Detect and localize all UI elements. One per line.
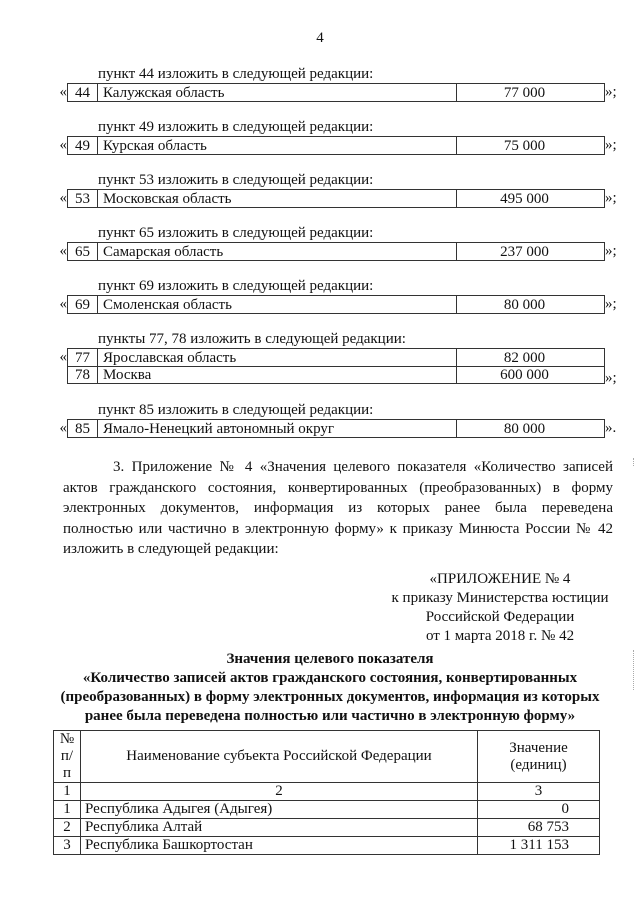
title-line: (преобразованных) в форму электронных документов, информация из которых [60, 689, 600, 705]
table-row [54, 819, 600, 837]
row-number: 53 [68, 190, 98, 207]
row-number: 2 [54, 819, 81, 837]
col-number: 2 [81, 783, 478, 801]
amendment-69 [50, 278, 640, 313]
amendment-65 [50, 225, 640, 260]
amendment-row [50, 295, 640, 313]
amendment-77-78 [50, 331, 640, 384]
title-line: Значения целевого показателя [226, 651, 434, 667]
region-name: Ярославская область [98, 349, 457, 366]
header-num-line: п/п [60, 748, 74, 781]
amendment-row [50, 366, 640, 384]
region-name: Республика Адыгея (Адыгея) [81, 801, 478, 819]
col-number: 3 [478, 783, 600, 801]
row-number: 1 [54, 801, 81, 819]
row-number: 65 [68, 243, 98, 260]
header-num-line: № [59, 731, 75, 747]
amendment-row [50, 189, 640, 207]
open-quote: « [59, 296, 67, 312]
title-line: «Количество записей актов гражданского состояния, конвертированных [82, 670, 578, 686]
amendment-row [50, 419, 640, 437]
region-value: 82 000 [503, 350, 546, 366]
amendment-85 [50, 402, 640, 437]
region-value: 80 000 [503, 421, 546, 437]
indicator-table [53, 730, 600, 855]
amendment-lead: пункт 44 изложить в следующей редакции: [98, 66, 374, 82]
header-num [54, 731, 81, 783]
appendix-date: от 1 марта 2018 г. № 42 [425, 628, 575, 644]
paragraph-line: полностью или частично в электронную форму» к приказу Минюста России № 42 [63, 520, 613, 537]
close-quote: »; [605, 370, 617, 386]
row-number: 77 [68, 349, 98, 366]
region-value: 1 311 153 [478, 837, 600, 855]
region-name: Москва [98, 366, 457, 383]
appendix-order-ref: к приказу Министерства юстиции [391, 590, 609, 606]
close-quote: »; [605, 243, 617, 259]
region-name: Ямало-Ненецкий автономный округ [98, 420, 457, 437]
close-quote: »; [605, 190, 617, 206]
close-quote: ». [605, 420, 617, 436]
row-number: 44 [68, 84, 98, 101]
amendment-lead: пункт 65 изложить в следующей редакции: [98, 225, 374, 241]
region-value: 0 [478, 801, 600, 819]
appendix-ministry: Российской Федерации [425, 609, 575, 625]
column-number-row [54, 783, 600, 801]
region-value: 80 000 [503, 297, 546, 313]
open-quote: « [59, 190, 67, 206]
amendment-lead: пункт 49 изложить в следующей редакции: [98, 119, 374, 135]
row-number: 85 [68, 420, 98, 437]
appendix-title [30, 650, 630, 726]
amendment-lead: пункт 53 изложить в следующей редакции: [98, 172, 374, 188]
amendment-lead: пункт 69 изложить в следующей редакции: [98, 278, 374, 294]
paragraph-line: электронных документов, информация из которых ранее была переведена [63, 500, 613, 516]
header-value-line: (единиц) [510, 756, 567, 773]
region-name: Смоленская область [98, 296, 457, 313]
amendment-44 [50, 66, 640, 101]
amendment-row [50, 136, 640, 154]
region-value: 237 000 [500, 244, 549, 260]
close-quote: »; [605, 84, 617, 100]
open-quote: « [59, 137, 67, 153]
paragraph-line: изложить в следующей редакции: [63, 541, 279, 557]
open-quote: « [59, 84, 67, 100]
region-name: Самарская область [98, 243, 457, 260]
row-number: 69 [68, 296, 98, 313]
scan-artifact [633, 458, 637, 466]
table-row [54, 801, 600, 819]
appendix-label: «ПРИЛОЖЕНИЕ № 4 [429, 571, 571, 587]
title-line: ранее была переведена полностью или частично в электронную форму» [84, 708, 576, 724]
amendment-53 [50, 172, 640, 207]
amendment-49 [50, 119, 640, 154]
scan-artifact [633, 650, 637, 690]
paragraph-line: актов гражданского состояния, конвертированных (преобразованных) в форму [63, 479, 613, 496]
header-name: Наименование субъекта Российской Федерации [81, 731, 478, 783]
region-name: Республика Башкортостан [81, 837, 478, 855]
region-name: Московская область [98, 190, 457, 207]
table-row [54, 837, 600, 855]
amendment-lead: пункты 77, 78 изложить в следующей редакции: [98, 331, 406, 347]
header-value [478, 731, 600, 783]
open-quote: « [59, 349, 67, 365]
open-quote: « [59, 420, 67, 436]
open-quote: « [59, 243, 67, 259]
region-value: 77 000 [503, 85, 546, 101]
close-quote: »; [605, 296, 617, 312]
region-name: Калужская область [98, 84, 457, 101]
amendment-row [50, 242, 640, 260]
region-name: Республика Алтай [81, 819, 478, 837]
col-number: 1 [54, 783, 81, 801]
row-number: 78 [68, 366, 98, 383]
paragraph-line: 3. Приложение № 4 «Значения целевого показателя «Количество записей [113, 459, 613, 475]
appendix-header [365, 570, 635, 646]
amendment-lead: пункт 85 изложить в следующей редакции: [98, 402, 374, 418]
paragraph-3 [63, 457, 613, 560]
header-value-line: Значение [509, 739, 568, 756]
region-value: 495 000 [500, 191, 549, 207]
table-header-row [54, 731, 600, 783]
region-value: 600 000 [500, 367, 549, 383]
close-quote: »; [605, 137, 617, 153]
row-number: 49 [68, 137, 98, 154]
region-value: 75 000 [503, 138, 546, 154]
amendment-row [50, 348, 640, 366]
page-number: 4 [316, 30, 324, 46]
region-name: Курская область [98, 137, 457, 154]
region-value: 68 753 [478, 819, 600, 837]
amendment-row [50, 83, 640, 101]
row-number: 3 [54, 837, 81, 855]
